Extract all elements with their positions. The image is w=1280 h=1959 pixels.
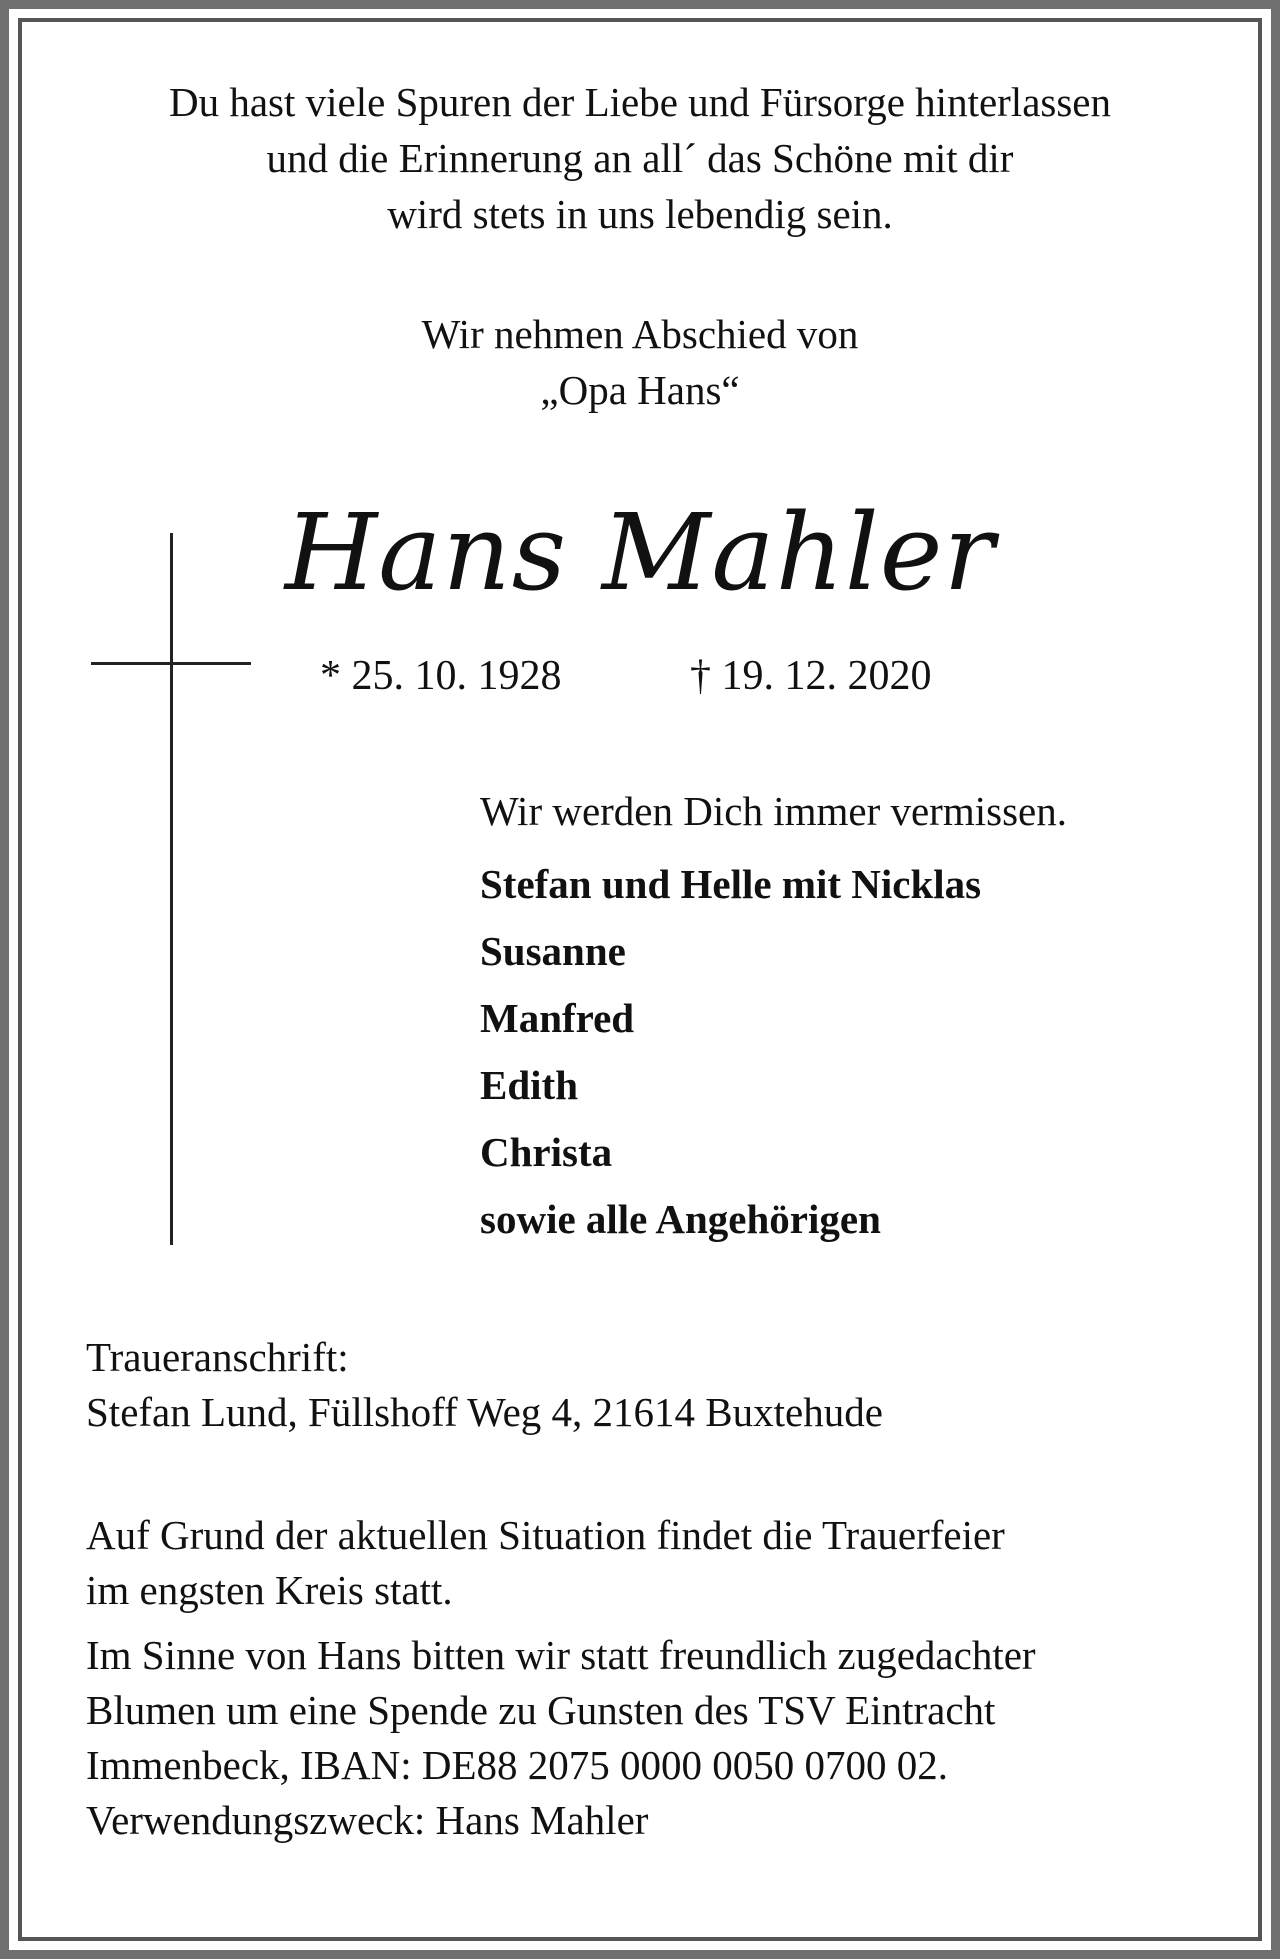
mourner-name: Susanne bbox=[480, 928, 626, 974]
address-value: Stefan Lund, Füllshoff Weg 4, 21614 Buxtehude bbox=[86, 1389, 883, 1435]
address-label: Traueranschrift: bbox=[86, 1334, 349, 1380]
death-date: † 19. 12. 2020 bbox=[690, 653, 932, 699]
mourner-name: sowie alle Angehörigen bbox=[480, 1196, 881, 1242]
mourner-name: Stefan und Helle mit Nicklas bbox=[480, 861, 982, 907]
motto-line: und die Erinnerung an all´ das Schöne mit dir bbox=[266, 135, 1014, 181]
donation-line: Blumen um eine Spende zu Gunsten des TSV Eintracht bbox=[86, 1687, 996, 1733]
motto-verse bbox=[0, 74, 1280, 242]
donation-line: Verwendungszweck: Hans Mahler bbox=[86, 1797, 649, 1843]
miss-you-line: Wir werden Dich immer vermissen. bbox=[480, 788, 1067, 834]
donation-notice bbox=[86, 1628, 1236, 1848]
motto-line: wird stets in uns lebendig sein. bbox=[387, 191, 893, 237]
donation-line: Im Sinne von Hans bitten wir statt freundlich zugedachter bbox=[86, 1632, 1036, 1678]
birth-date: * 25. 10. 1928 bbox=[320, 653, 562, 699]
ceremony-line: im engsten Kreis statt. bbox=[86, 1567, 453, 1613]
cross-icon bbox=[170, 533, 173, 1245]
mourner-name: Edith bbox=[480, 1062, 578, 1108]
ceremony-notice bbox=[86, 1508, 1236, 1618]
mourning-address bbox=[86, 1330, 1236, 1440]
ceremony-line: Auf Grund der aktuellen Situation findet die Trauerfeier bbox=[86, 1512, 1005, 1558]
mourner-name: Christa bbox=[480, 1129, 613, 1175]
cross-icon-bar bbox=[91, 662, 251, 665]
mourners-block bbox=[480, 782, 1067, 1253]
donation-line: Immenbeck, IBAN: DE88 2075 0000 0050 0700 02. bbox=[86, 1742, 949, 1788]
mourner-name: Manfred bbox=[480, 995, 635, 1041]
farewell-intro bbox=[0, 306, 1280, 418]
farewell-line: Wir nehmen Abschied von bbox=[421, 311, 859, 357]
deceased-name: Hans Mahler bbox=[284, 491, 996, 614]
nickname-line: „Opa Hans“ bbox=[540, 367, 740, 413]
motto-line: Du hast viele Spuren der Liebe und Fürsorge hinterlassen bbox=[168, 79, 1112, 125]
